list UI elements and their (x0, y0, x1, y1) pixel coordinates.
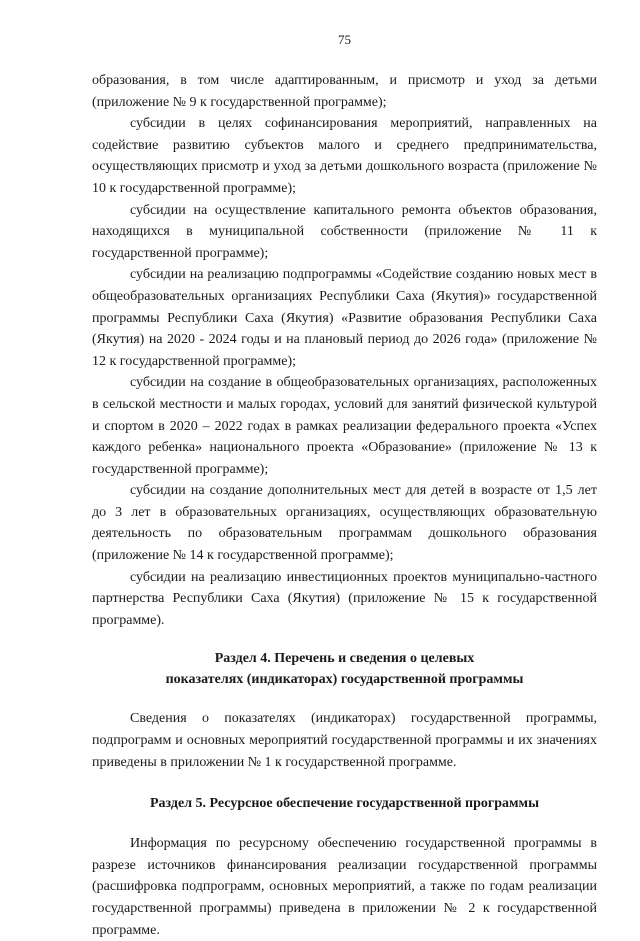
paragraph-subsidy-10: субсидии в целях софинансирования мероприятий, направленных на содействие развитию субъектов малого и среднего предпринимательства, осуществляющих присмотр и уход за детьми дошкольного возраста (приложение № 10 к государственной программе); (92, 116, 597, 196)
section-4-heading-line-1: Раздел 4. Перечень и сведения о целевых (214, 651, 475, 667)
paragraph-subsidy-12: субсидии на реализацию подпрограммы «Содействие созданию новых мест в общеобразовательных организациях Республики Саха (Якутия)» государственной программы Республики Саха (Якутия) «Развитие образования Республики Саха (Якутия) на 2020 - 2024 годы и на плановый период до 2026 года» (приложение № 12 к государственной программе); (92, 267, 597, 369)
section-5-paragraph: Информация по ресурсному обеспечению государственной программы в разрезе источников финансирования реализации государственной программы (расшифровка подпрограмм, основных мероприятий, а также по годам реализации государственной программы) приведена в приложении № 2 к государственной программе. (92, 836, 597, 938)
section-4-paragraph: Сведения о показателях (индикаторах) государственной программы, подпрограмм и основных мероприятий государственной программы и их значениях приведены в приложении № 1 к государственной программе. (92, 711, 597, 770)
section-4-heading (92, 648, 597, 690)
page-number: 75 (338, 32, 351, 47)
document-page (92, 32, 597, 941)
paragraph-subsidy-11: субсидии на осуществление капитального ремонта объектов образования, находящихся в муниципальной собственности (приложение № 11 к государственной программе); (92, 202, 597, 261)
section-4-heading-line-2: показателях (индикаторах) государственной программы (165, 672, 524, 688)
paragraph-subsidy-14: субсидии на создание дополнительных мест для детей в возрасте от 1,5 лет до 3 лет в образовательных организациях, осуществляющих образовательную деятельность по образовательным программам дошкольного образования (приложение № 14 к государственной программе); (92, 483, 597, 564)
section-5-heading: Раздел 5. Ресурсное обеспечение государственной программы (149, 796, 540, 812)
paragraph-subsidy-13: субсидии на создание в общеобразовательных организациях, расположенных в сельской местности и малых городах, условий для занятий физической культурой и спортом в 2020 – 2022 годах в рамках реализации федерального проекта «Успех каждого ребенка» национального проекта «Образование» (приложение № 13 к государственной программе); (92, 375, 597, 477)
paragraph-subsidy-15: субсидии на реализацию инвестиционных проектов муниципально-частного партнерства Республики Саха (Якутия) (приложение № 15 к государственной программе). (92, 569, 597, 628)
paragraph-continuation: образования, в том числе адаптированным, и присмотр и уход за детьми (приложение № 9 к государственной программе); (92, 73, 597, 110)
